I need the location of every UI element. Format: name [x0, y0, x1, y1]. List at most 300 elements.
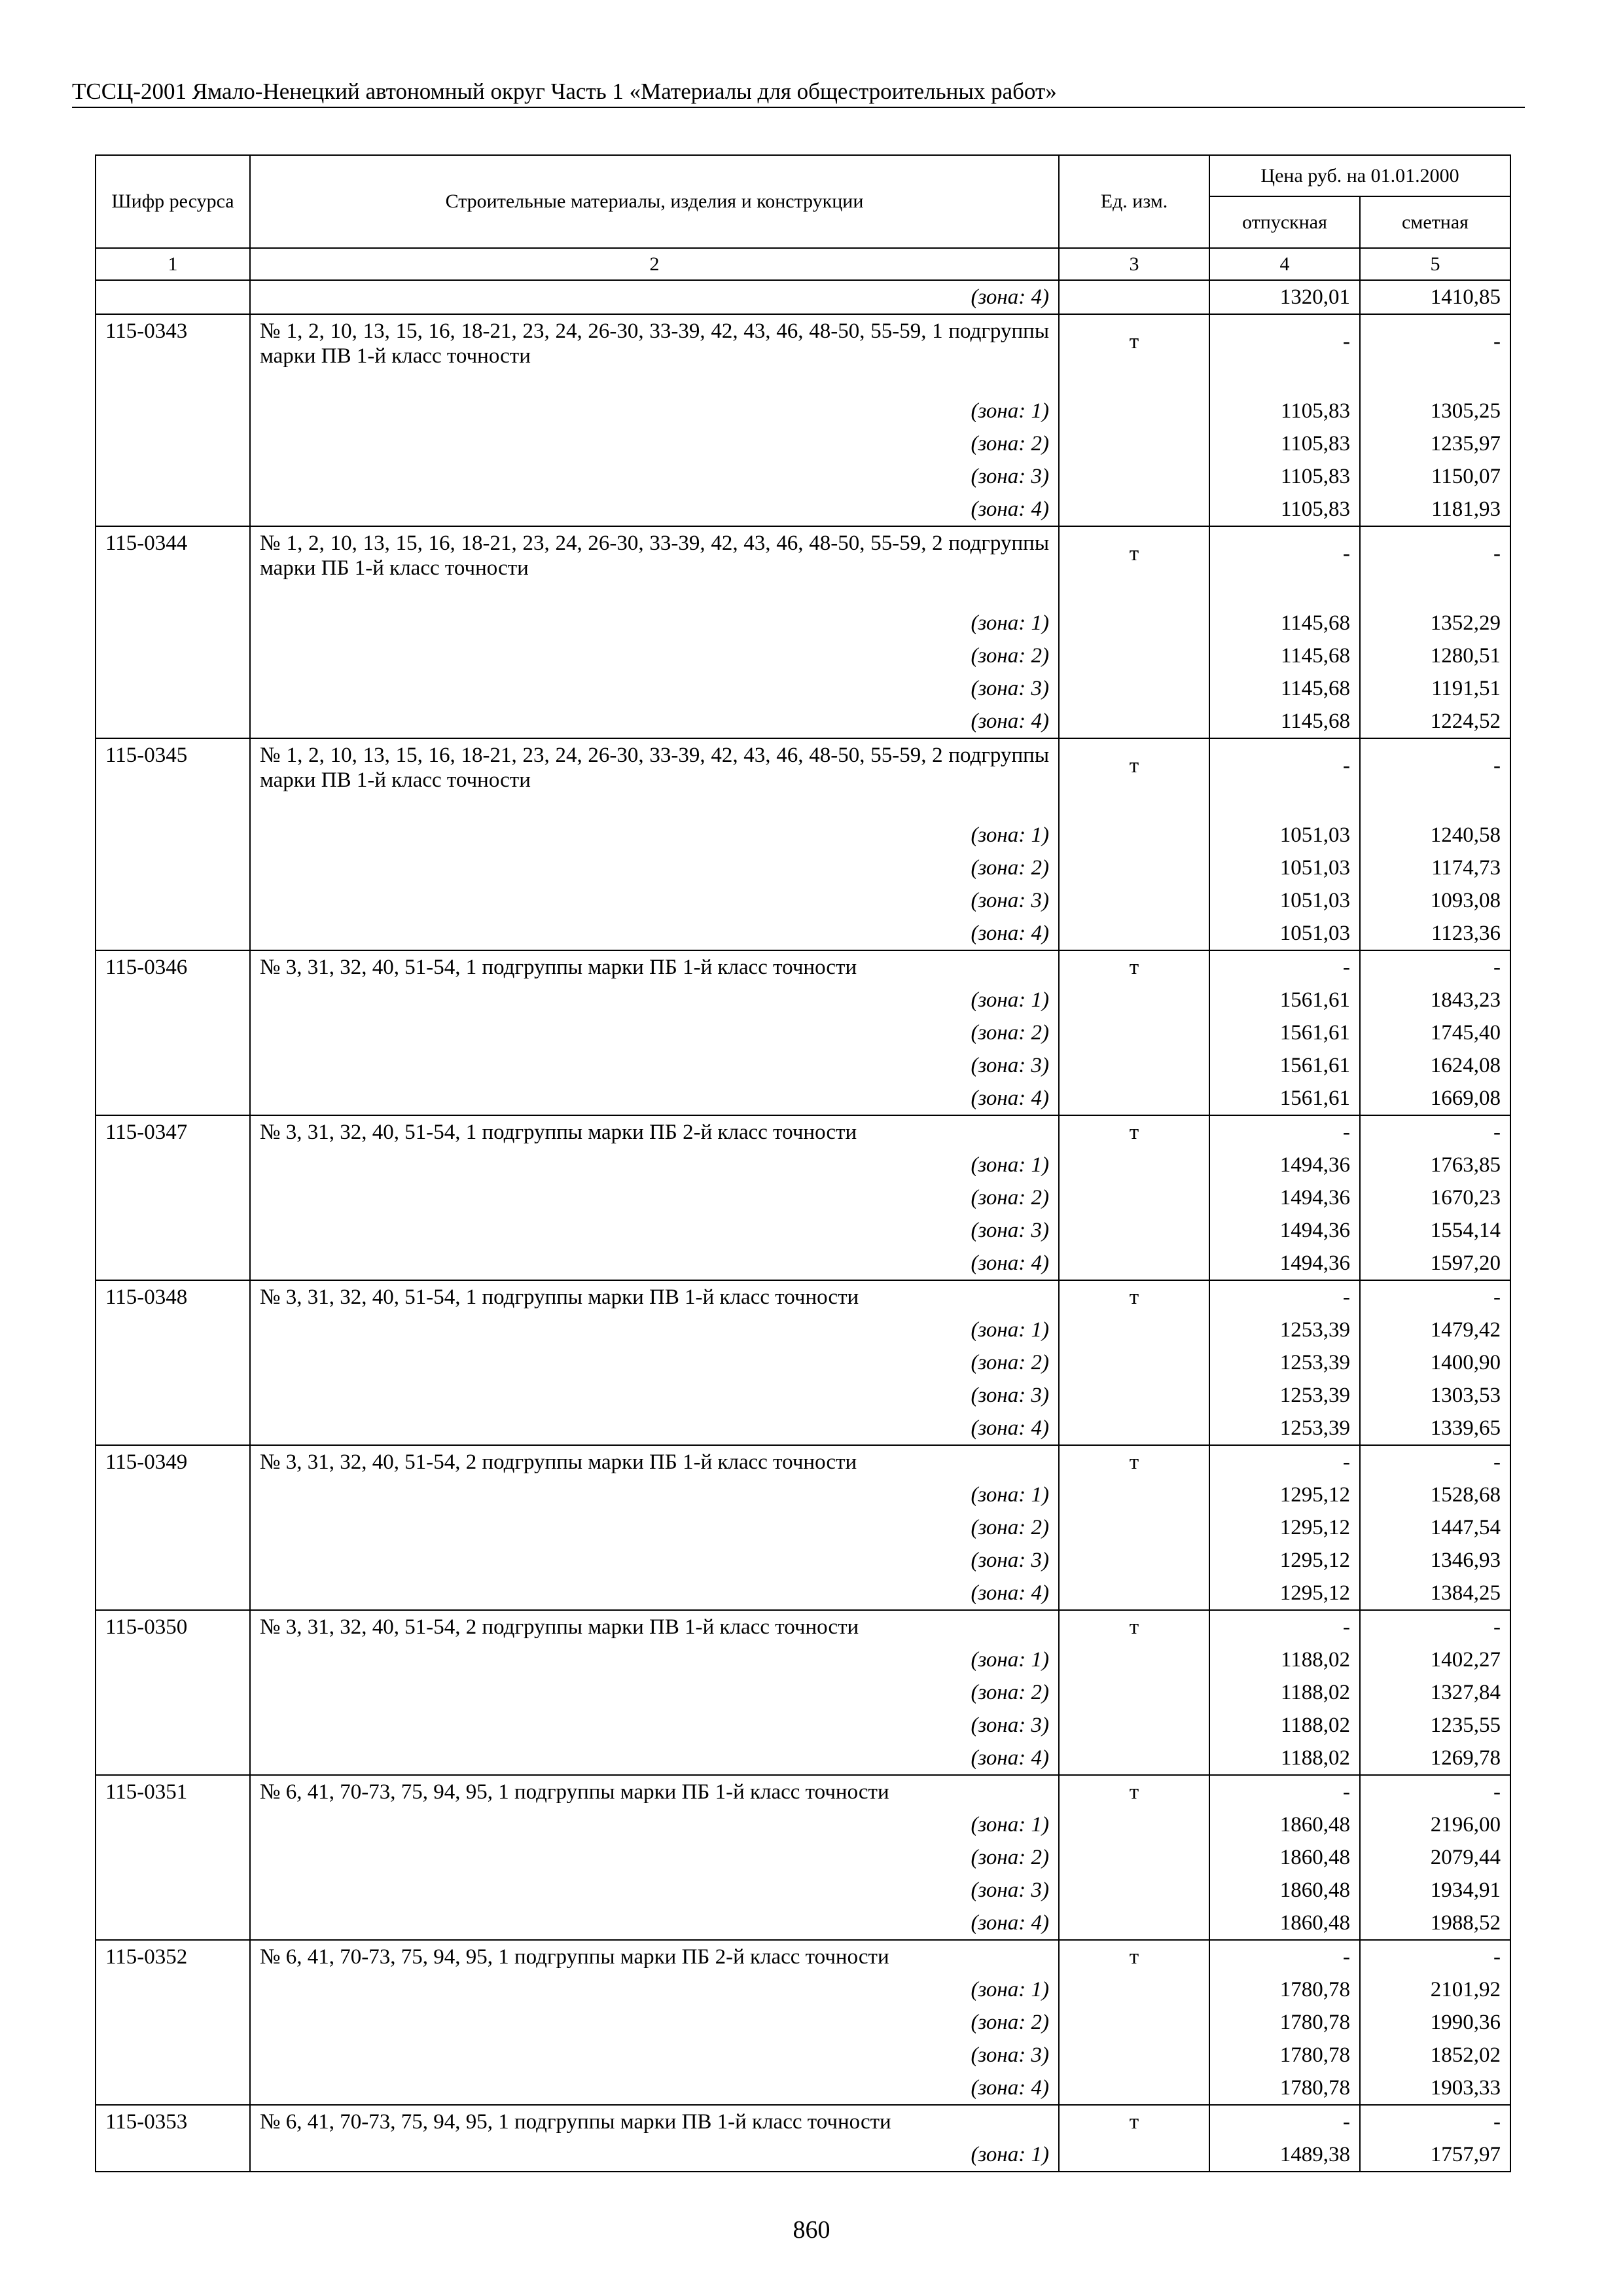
zone-label: (зона: 3) — [250, 460, 1059, 493]
zone-label: (зона: 1) — [250, 819, 1059, 852]
zone-row — [96, 427, 1510, 460]
zone-label: (зона: 3) — [250, 1214, 1059, 1247]
unit-cell — [1059, 1214, 1209, 1247]
estimate-price: 1269,78 — [1360, 1742, 1510, 1775]
zone-row — [96, 819, 1510, 852]
resource-row — [96, 1940, 1510, 1973]
estimate-price: 1346,93 — [1360, 1544, 1510, 1577]
zone-row — [96, 1149, 1510, 1181]
resource-code: 115-0349 — [96, 1445, 250, 1479]
unit-cell — [1059, 1049, 1209, 1082]
unit-cell — [1059, 1544, 1209, 1577]
resource-row — [96, 1280, 1510, 1314]
unit-cell — [1059, 705, 1209, 738]
resource-unit: т — [1059, 738, 1209, 819]
resource-code-empty — [96, 1742, 250, 1775]
resource-code: 115-0347 — [96, 1115, 250, 1149]
release-price: 1489,38 — [1209, 2138, 1360, 2172]
zone-row — [96, 1412, 1510, 1445]
zone-label: (зона: 4) — [250, 917, 1059, 950]
resource-code: 115-0345 — [96, 738, 250, 819]
release-price: 1253,39 — [1209, 1346, 1360, 1379]
release-price: 1145,68 — [1209, 607, 1360, 639]
zone-row — [96, 1841, 1510, 1874]
resource-description: № 6, 41, 70-73, 75, 94, 95, 1 подгруппы марки ПБ 2-й класс точности — [250, 1940, 1059, 1973]
unit-cell — [1059, 1149, 1209, 1181]
estimate-price: - — [1360, 314, 1510, 395]
zone-row — [96, 917, 1510, 950]
zone-label: (зона: 1) — [250, 1643, 1059, 1676]
resource-code-empty — [96, 1973, 250, 2006]
zone-label: (зона: 1) — [250, 984, 1059, 1016]
zone-label: (зона: 2) — [250, 2006, 1059, 2039]
release-price: - — [1209, 738, 1360, 819]
resource-description: № 1, 2, 10, 13, 15, 16, 18-21, 23, 24, 26-30, 33-39, 42, 43, 46, 48-50, 55-59, 2 подгруппы марки ПБ 1-й класс точности — [250, 526, 1059, 607]
resource-code-empty — [96, 1314, 250, 1346]
col-number-3: 3 — [1059, 248, 1209, 280]
zone-label: (зона: 3) — [250, 1379, 1059, 1412]
estimate-price: - — [1360, 2105, 1510, 2138]
zone-row — [96, 1511, 1510, 1544]
estimate-price: - — [1360, 1115, 1510, 1149]
resource-code-empty — [96, 1016, 250, 1049]
release-price: 1320,01 — [1209, 280, 1360, 314]
unit-cell — [1059, 1577, 1209, 1610]
resource-code-empty — [96, 427, 250, 460]
resource-code-empty — [96, 1907, 250, 1940]
release-price: 1105,83 — [1209, 460, 1360, 493]
zone-row — [96, 460, 1510, 493]
zone-label: (зона: 1) — [250, 2138, 1059, 2172]
resource-code-empty — [96, 1676, 250, 1709]
unit-cell — [1059, 1874, 1209, 1907]
release-price: 1860,48 — [1209, 1907, 1360, 1940]
unit-cell — [1059, 1247, 1209, 1280]
resource-unit: т — [1059, 1115, 1209, 1149]
release-price: 1295,12 — [1209, 1511, 1360, 1544]
resource-code-empty — [96, 1346, 250, 1379]
resource-code: 115-0344 — [96, 526, 250, 607]
zone-label: (зона: 4) — [250, 1577, 1059, 1610]
estimate-price: - — [1360, 1610, 1510, 1643]
estimate-price: 1235,55 — [1360, 1709, 1510, 1742]
zone-row — [96, 984, 1510, 1016]
zone-row — [96, 1016, 1510, 1049]
zone-label: (зона: 1) — [250, 607, 1059, 639]
resource-code-empty — [96, 1082, 250, 1115]
zone-row — [96, 1214, 1510, 1247]
resource-code-empty — [96, 1841, 250, 1874]
estimate-price: 1327,84 — [1360, 1676, 1510, 1709]
release-price: 1145,68 — [1209, 672, 1360, 705]
col-header-estimate-price: сметная — [1360, 196, 1510, 248]
col-header-unit: Ед. изм. — [1059, 155, 1209, 248]
zone-row — [96, 1808, 1510, 1841]
estimate-price: 1852,02 — [1360, 2039, 1510, 2072]
estimate-price: 1763,85 — [1360, 1149, 1510, 1181]
resource-description: № 1, 2, 10, 13, 15, 16, 18-21, 23, 24, 26-30, 33-39, 42, 43, 46, 48-50, 55-59, 2 подгруппы марки ПВ 1-й класс точности — [250, 738, 1059, 819]
unit-cell — [1059, 1709, 1209, 1742]
resource-description: № 6, 41, 70-73, 75, 94, 95, 1 подгруппы марки ПБ 1-й класс точности — [250, 1775, 1059, 1808]
release-price: 1860,48 — [1209, 1874, 1360, 1907]
zone-row — [96, 493, 1510, 526]
resource-code-empty — [96, 1214, 250, 1247]
estimate-price: - — [1360, 526, 1510, 607]
unit-cell — [1059, 1973, 1209, 2006]
zone-label: (зона: 1) — [250, 1149, 1059, 1181]
estimate-price: 1352,29 — [1360, 607, 1510, 639]
estimate-price: 1400,90 — [1360, 1346, 1510, 1379]
resource-row — [96, 950, 1510, 984]
resource-code-empty — [96, 2072, 250, 2105]
zone-row — [96, 395, 1510, 427]
zone-row — [96, 607, 1510, 639]
resource-code-empty — [96, 1643, 250, 1676]
zone-row — [96, 1973, 1510, 2006]
zone-label: (зона: 2) — [250, 427, 1059, 460]
unit-cell — [1059, 1412, 1209, 1445]
resource-code-empty — [96, 639, 250, 672]
zone-label: (зона: 2) — [250, 852, 1059, 884]
resource-description: № 3, 31, 32, 40, 51-54, 1 подгруппы марки ПВ 1-й класс точности — [250, 1280, 1059, 1314]
col-header-price: Цена руб. на 01.01.2000 — [1209, 155, 1510, 196]
unit-cell — [1059, 493, 1209, 526]
zone-row — [96, 672, 1510, 705]
zone-label: (зона: 1) — [250, 1973, 1059, 2006]
price-table — [95, 154, 1511, 2172]
release-price: 1860,48 — [1209, 1841, 1360, 1874]
resource-description: № 3, 31, 32, 40, 51-54, 1 подгруппы марки ПБ 1-й класс точности — [250, 950, 1059, 984]
resource-description: № 1, 2, 10, 13, 15, 16, 18-21, 23, 24, 26-30, 33-39, 42, 43, 46, 48-50, 55-59, 1 подгруппы марки ПВ 1-й класс точности — [250, 314, 1059, 395]
release-price: 1780,78 — [1209, 2072, 1360, 2105]
zone-row — [96, 1709, 1510, 1742]
release-price: 1051,03 — [1209, 852, 1360, 884]
zone-label: (зона: 2) — [250, 1346, 1059, 1379]
estimate-price: 2196,00 — [1360, 1808, 1510, 1841]
unit-cell — [1059, 1346, 1209, 1379]
resource-code-empty — [96, 1709, 250, 1742]
release-price: - — [1209, 1940, 1360, 1973]
resource-row — [96, 2105, 1510, 2138]
zone-label: (зона: 4) — [250, 493, 1059, 526]
estimate-price: 1757,97 — [1360, 2138, 1510, 2172]
resource-code-empty — [96, 1544, 250, 1577]
zone-label: (зона: 1) — [250, 395, 1059, 427]
col-number-5: 5 — [1360, 248, 1510, 280]
resource-code: 115-0343 — [96, 314, 250, 395]
release-price: 1105,83 — [1209, 395, 1360, 427]
zone-label: (зона: 2) — [250, 1016, 1059, 1049]
release-price: 1494,36 — [1209, 1149, 1360, 1181]
unit-cell — [1059, 639, 1209, 672]
resource-code: 115-0353 — [96, 2105, 250, 2138]
resource-unit: т — [1059, 1445, 1209, 1479]
release-price: 1188,02 — [1209, 1742, 1360, 1775]
unit-cell — [1059, 2138, 1209, 2172]
resource-description: № 6, 41, 70-73, 75, 94, 95, 1 подгруппы марки ПВ 1-й класс точности — [250, 2105, 1059, 2138]
resource-unit: т — [1059, 1610, 1209, 1643]
zone-row — [96, 2072, 1510, 2105]
zone-label: (зона: 2) — [250, 1511, 1059, 1544]
resource-code-empty — [96, 460, 250, 493]
resource-row — [96, 1445, 1510, 1479]
release-price: 1295,12 — [1209, 1577, 1360, 1610]
estimate-price: 1123,36 — [1360, 917, 1510, 950]
unit-cell — [1059, 884, 1209, 917]
estimate-price: 2101,92 — [1360, 1973, 1510, 2006]
resource-unit: т — [1059, 1775, 1209, 1808]
estimate-price: - — [1360, 738, 1510, 819]
unit-cell — [1059, 427, 1209, 460]
release-price: 1780,78 — [1209, 2006, 1360, 2039]
zone-label: (зона: 2) — [250, 1181, 1059, 1214]
col-header-description: Строительные материалы, изделия и конструкции — [250, 155, 1059, 248]
estimate-price: 1174,73 — [1360, 852, 1510, 884]
estimate-price: 1339,65 — [1360, 1412, 1510, 1445]
unit-cell — [1059, 2072, 1209, 2105]
estimate-price: 1447,54 — [1360, 1511, 1510, 1544]
release-price: - — [1209, 950, 1360, 984]
zone-row — [96, 639, 1510, 672]
zone-row — [96, 2138, 1510, 2172]
release-price: 1188,02 — [1209, 1709, 1360, 1742]
zone-row — [96, 1049, 1510, 1082]
zone-row — [96, 1544, 1510, 1577]
col-header-release-price: отпускная — [1209, 196, 1360, 248]
unit-cell — [1059, 1742, 1209, 1775]
zone-label: (зона: 3) — [250, 1874, 1059, 1907]
resource-description: № 3, 31, 32, 40, 51-54, 2 подгруппы марки ПБ 1-й класс точности — [250, 1445, 1059, 1479]
estimate-price: - — [1360, 1775, 1510, 1808]
resource-code-empty — [96, 852, 250, 884]
table-header — [96, 155, 1510, 280]
release-price: 1561,61 — [1209, 984, 1360, 1016]
resource-code-empty — [96, 1808, 250, 1841]
release-price: - — [1209, 1280, 1360, 1314]
unit-cell — [1059, 460, 1209, 493]
release-price: 1494,36 — [1209, 1214, 1360, 1247]
estimate-price: 1305,25 — [1360, 395, 1510, 427]
estimate-price: 1093,08 — [1360, 884, 1510, 917]
unit-cell — [1059, 1676, 1209, 1709]
page-header: ТССЦ-2001 Ямало-Ненецкий автономный округ Часть 1 «Материалы для общестроительных работ» — [72, 79, 1057, 104]
estimate-price: 1843,23 — [1360, 984, 1510, 1016]
resource-row — [96, 314, 1510, 395]
zone-label: (зона: 1) — [250, 1808, 1059, 1841]
zone-row — [96, 2006, 1510, 2039]
resource-code-empty — [96, 672, 250, 705]
resource-unit: т — [1059, 1280, 1209, 1314]
zone-row — [96, 1346, 1510, 1379]
zone-label: (зона: 3) — [250, 884, 1059, 917]
estimate-price: 1150,07 — [1360, 460, 1510, 493]
resource-code-empty — [96, 984, 250, 1016]
release-price: 1253,39 — [1209, 1379, 1360, 1412]
zone-row — [96, 1643, 1510, 1676]
zone-label: (зона: 3) — [250, 1049, 1059, 1082]
estimate-price: 1384,25 — [1360, 1577, 1510, 1610]
resource-code-empty — [96, 1049, 250, 1082]
estimate-price: - — [1360, 950, 1510, 984]
zone-label: (зона: 3) — [250, 2039, 1059, 2072]
zone-label: (зона: 4) — [250, 1412, 1059, 1445]
release-price: 1780,78 — [1209, 1973, 1360, 2006]
zone-label: (зона: 4) — [250, 2072, 1059, 2105]
zone-row — [96, 852, 1510, 884]
release-price: 1145,68 — [1209, 639, 1360, 672]
estimate-price: 1402,27 — [1360, 1643, 1510, 1676]
zone-row — [96, 1577, 1510, 1610]
resource-code-empty — [96, 1181, 250, 1214]
resource-row — [96, 738, 1510, 819]
release-price: 1494,36 — [1209, 1247, 1360, 1280]
unit-cell — [1059, 917, 1209, 950]
unit-cell — [1059, 672, 1209, 705]
zone-row — [96, 705, 1510, 738]
resource-code-empty — [96, 884, 250, 917]
estimate-price: 1903,33 — [1360, 2072, 1510, 2105]
resource-code-empty — [96, 2039, 250, 2072]
unit-cell — [1059, 1511, 1209, 1544]
zone-label: (зона: 2) — [250, 1676, 1059, 1709]
zone-label: (зона: 3) — [250, 672, 1059, 705]
release-price: 1295,12 — [1209, 1544, 1360, 1577]
resource-row — [96, 1115, 1510, 1149]
resource-code-empty — [96, 493, 250, 526]
zone-row — [96, 1676, 1510, 1709]
zone-label: (зона: 1) — [250, 1479, 1059, 1511]
resource-row — [96, 1775, 1510, 1808]
unit-cell — [1059, 2006, 1209, 2039]
zone-row — [96, 1082, 1510, 1115]
release-price: 1494,36 — [1209, 1181, 1360, 1214]
table-body — [96, 280, 1510, 2172]
release-price: 1105,83 — [1209, 493, 1360, 526]
continuation-row — [96, 280, 1510, 314]
resource-code-empty — [96, 395, 250, 427]
resource-code-empty — [96, 1479, 250, 1511]
resource-unit: т — [1059, 950, 1209, 984]
zone-row — [96, 1181, 1510, 1214]
release-price: 1188,02 — [1209, 1676, 1360, 1709]
resource-code: 115-0348 — [96, 1280, 250, 1314]
resource-code-empty — [96, 1412, 250, 1445]
estimate-price: 1934,91 — [1360, 1874, 1510, 1907]
release-price: 1051,03 — [1209, 884, 1360, 917]
release-price: 1188,02 — [1209, 1643, 1360, 1676]
resource-code: 115-0350 — [96, 1610, 250, 1643]
zone-label: (зона: 4) — [250, 1247, 1059, 1280]
resource-code: 115-0351 — [96, 1775, 250, 1808]
release-price: 1051,03 — [1209, 819, 1360, 852]
estimate-price: 1181,93 — [1360, 493, 1510, 526]
estimate-price: - — [1360, 1940, 1510, 1973]
release-price: 1561,61 — [1209, 1049, 1360, 1082]
unit-cell — [1059, 1379, 1209, 1412]
resource-code-empty — [96, 917, 250, 950]
estimate-price: 1280,51 — [1360, 639, 1510, 672]
resource-unit: т — [1059, 2105, 1209, 2138]
release-price: - — [1209, 1775, 1360, 1808]
estimate-price: 1670,23 — [1360, 1181, 1510, 1214]
unit-cell — [1059, 1082, 1209, 1115]
estimate-price: - — [1360, 1280, 1510, 1314]
resource-code-empty — [96, 2006, 250, 2039]
header-divider — [72, 107, 1525, 108]
unit-cell — [1059, 1907, 1209, 1940]
resource-description: № 3, 31, 32, 40, 51-54, 2 подгруппы марки ПВ 1-й класс точности — [250, 1610, 1059, 1643]
zone-label: (зона: 4) — [250, 1742, 1059, 1775]
zone-row — [96, 884, 1510, 917]
zone-row — [96, 2039, 1510, 2072]
release-price: - — [1209, 1445, 1360, 1479]
release-price: 1561,61 — [1209, 1082, 1360, 1115]
unit-cell — [1059, 280, 1209, 314]
estimate-price: 1745,40 — [1360, 1016, 1510, 1049]
unit-cell — [1059, 1841, 1209, 1874]
release-price: 1253,39 — [1209, 1412, 1360, 1445]
zone-label: (зона: 3) — [250, 1544, 1059, 1577]
unit-cell — [1059, 1016, 1209, 1049]
resource-code-empty — [96, 1511, 250, 1544]
resource-code-empty — [96, 1874, 250, 1907]
unit-cell — [1059, 984, 1209, 1016]
page-number: 860 — [793, 2216, 830, 2244]
estimate-price: 2079,44 — [1360, 1841, 1510, 1874]
resource-row — [96, 1610, 1510, 1643]
unit-cell — [1059, 395, 1209, 427]
estimate-price: 1240,58 — [1360, 819, 1510, 852]
unit-cell — [1059, 852, 1209, 884]
resource-description: № 3, 31, 32, 40, 51-54, 1 подгруппы марки ПБ 2-й класс точности — [250, 1115, 1059, 1149]
release-price: 1561,61 — [1209, 1016, 1360, 1049]
resource-code-empty — [96, 607, 250, 639]
resource-code-empty — [96, 1149, 250, 1181]
zone-label: (зона: 2) — [250, 1841, 1059, 1874]
unit-cell — [1059, 607, 1209, 639]
resource-code-empty — [96, 1577, 250, 1610]
estimate-price: 1479,42 — [1360, 1314, 1510, 1346]
unit-cell — [1059, 1479, 1209, 1511]
zone-label: (зона: 1) — [250, 1314, 1059, 1346]
estimate-price: 1410,85 — [1360, 280, 1510, 314]
resource-unit: т — [1059, 1940, 1209, 1973]
release-price: 1145,68 — [1209, 705, 1360, 738]
estimate-price: 1624,08 — [1360, 1049, 1510, 1082]
resource-code-empty — [96, 1247, 250, 1280]
resource-code-empty — [96, 1379, 250, 1412]
release-price: - — [1209, 526, 1360, 607]
estimate-price: 1597,20 — [1360, 1247, 1510, 1280]
resource-row — [96, 526, 1510, 607]
zone-label: (зона: 2) — [250, 639, 1059, 672]
unit-cell — [1059, 1314, 1209, 1346]
estimate-price: 1554,14 — [1360, 1214, 1510, 1247]
unit-cell — [1059, 1643, 1209, 1676]
col-number-4: 4 — [1209, 248, 1360, 280]
zone-row — [96, 1479, 1510, 1511]
zone-row — [96, 1874, 1510, 1907]
zone-label: (зона: 4) — [250, 705, 1059, 738]
resource-unit: т — [1059, 314, 1209, 395]
release-price: - — [1209, 314, 1360, 395]
zone-row — [96, 1379, 1510, 1412]
resource-code: 115-0352 — [96, 1940, 250, 1973]
release-price: 1051,03 — [1209, 917, 1360, 950]
release-price: 1860,48 — [1209, 1808, 1360, 1841]
release-price: 1105,83 — [1209, 427, 1360, 460]
zone-label: (зона: 3) — [250, 1709, 1059, 1742]
